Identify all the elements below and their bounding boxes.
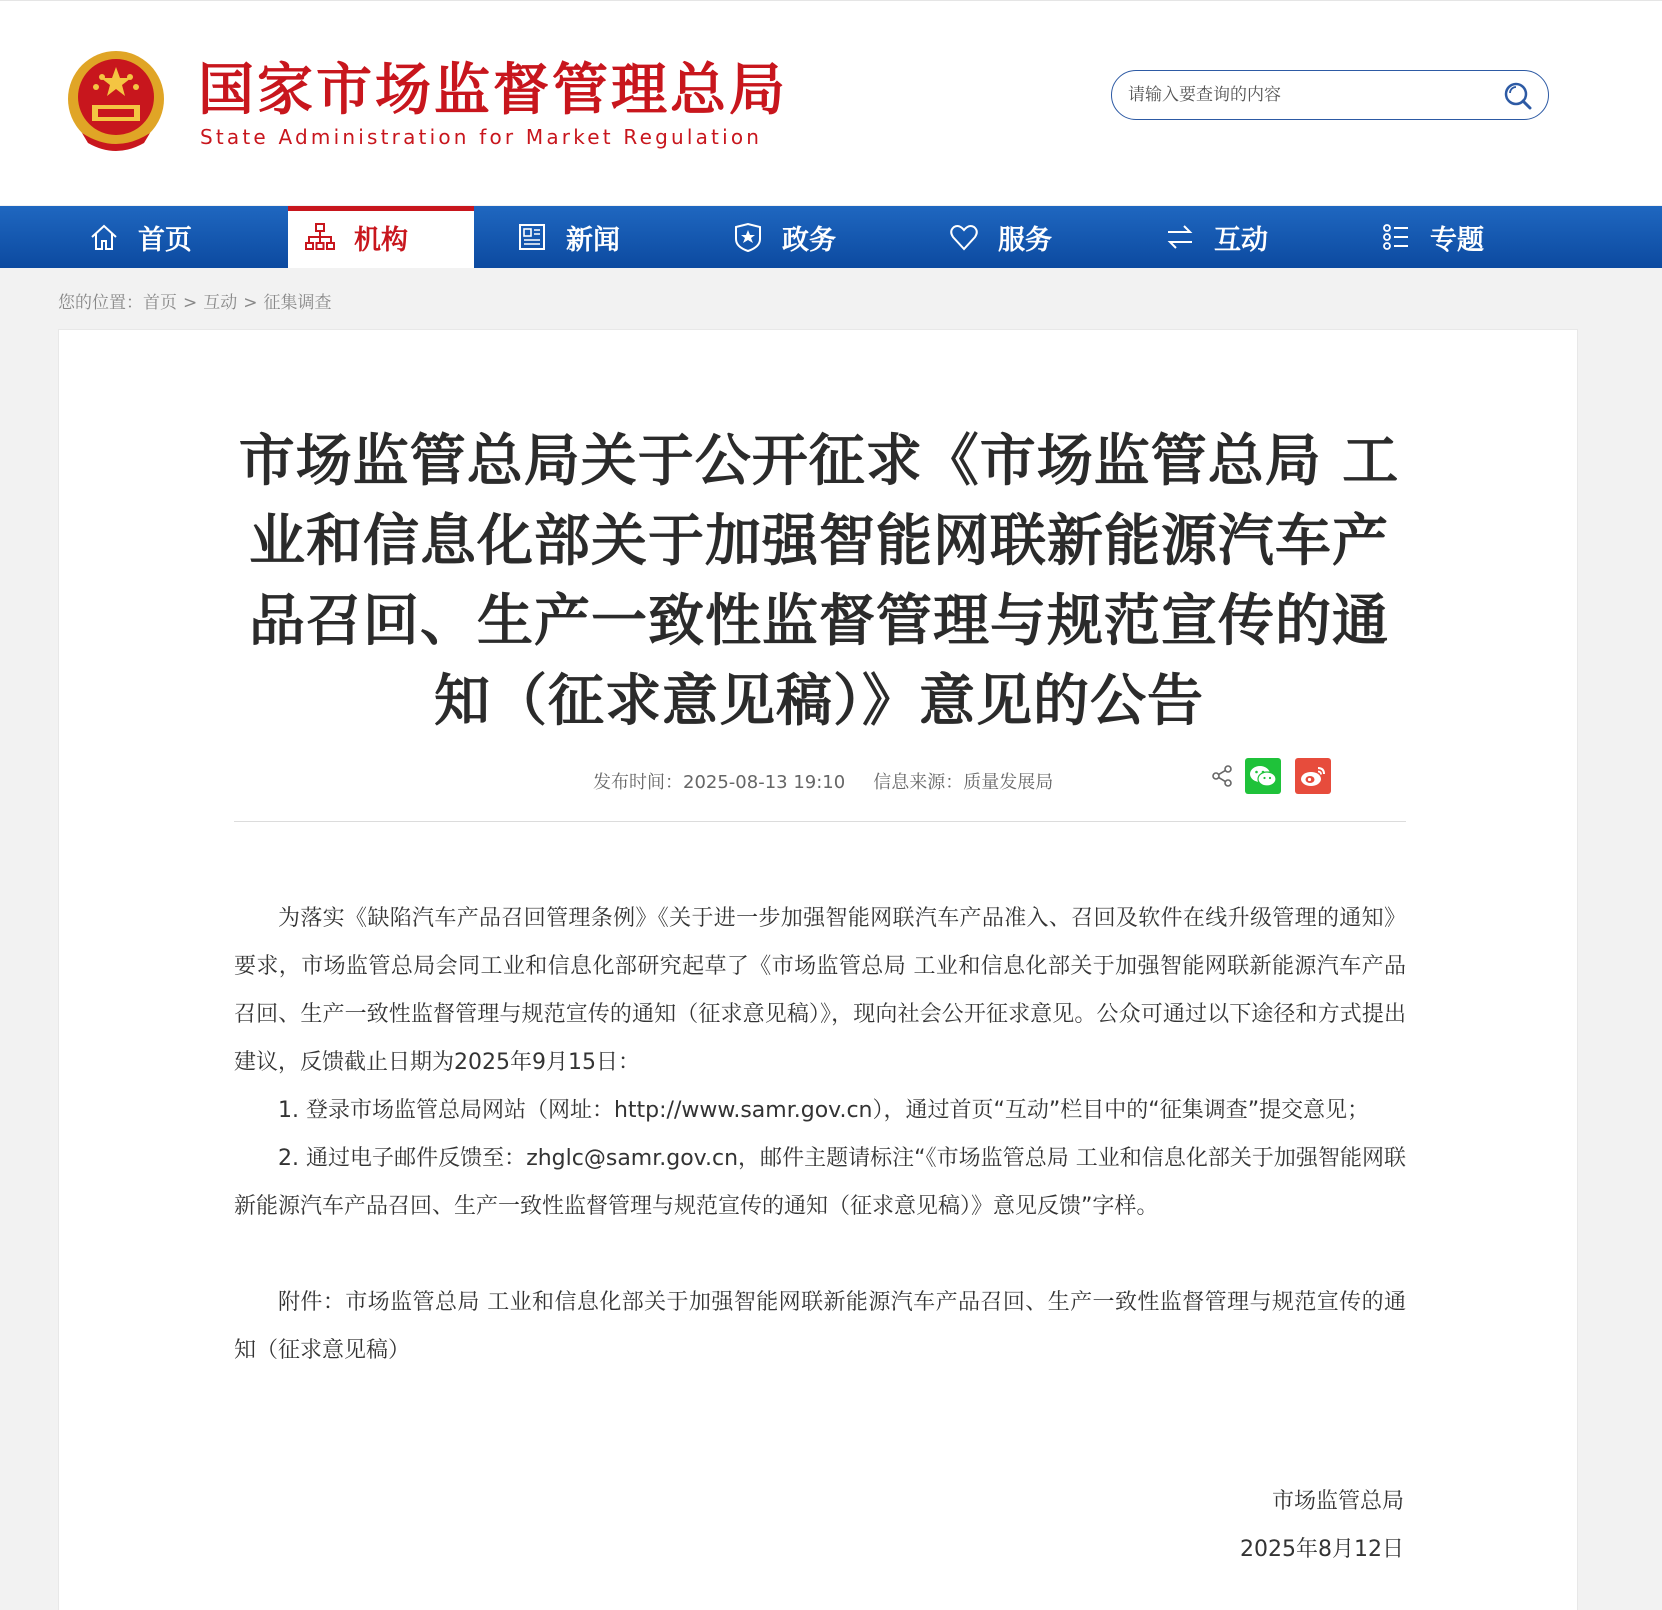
weibo-icon bbox=[1299, 764, 1327, 788]
newspaper-icon bbox=[516, 221, 548, 253]
main-nav bbox=[0, 206, 1662, 268]
article-body bbox=[234, 895, 1406, 1375]
nav-item-label: 首页 bbox=[138, 224, 192, 256]
home-icon bbox=[88, 221, 120, 253]
paragraph-method-2: 2. 通过电子邮件反馈至：zhglc@samr.gov.cn，邮件主题请标注“《市场监管总局 工业和信息化部关于加强智能网联新能源汽车产品召回、生产一致性监督管理与规范宣传的通知（征求意见稿）》意见反馈”字样。 bbox=[234, 1146, 1406, 1219]
org-chart-icon bbox=[304, 221, 336, 253]
signature-block bbox=[1240, 1478, 1404, 1574]
breadcrumb-prefix: 您的位置： bbox=[58, 293, 143, 313]
wechat-share-button[interactable] bbox=[1245, 758, 1281, 794]
breadcrumb-home[interactable]: 首页 bbox=[143, 293, 177, 313]
shield-icon bbox=[732, 221, 764, 253]
nav-item-interaction[interactable] bbox=[1164, 206, 1268, 268]
nav-item-service[interactable] bbox=[948, 206, 1052, 268]
nav-item-topics[interactable] bbox=[1380, 206, 1484, 268]
title-divider bbox=[234, 821, 1406, 822]
breadcrumb-separator: > bbox=[183, 293, 198, 313]
paragraph-intro: 为落实《缺陷汽车产品召回管理条例》《关于进一步加强智能网联汽车产品准入、召回及软件在线升级管理的通知》要求，市场监管总局会同工业和信息化部研究起草了《市场监管总局 工业和信息化部关于加强智能网联新能源汽车产品召回、生产一致性监督管理与规范宣传的通知（征求意见稿）》，现向社会公开征求意见。公众可通过以下途径和方式提出建议，反馈截止日期为2025年9月15日： bbox=[234, 906, 1406, 1075]
search-input[interactable] bbox=[1128, 81, 1488, 109]
nav-item-org[interactable] bbox=[288, 206, 474, 268]
breadcrumb-survey[interactable]: 征集调查 bbox=[263, 293, 332, 313]
nav-item-label: 互动 bbox=[1214, 224, 1268, 256]
search-box bbox=[1111, 70, 1549, 120]
nav-item-label: 专题 bbox=[1430, 224, 1484, 256]
share-icon[interactable] bbox=[1209, 763, 1235, 789]
search-icon[interactable] bbox=[1502, 80, 1534, 112]
share-bar bbox=[1209, 758, 1345, 794]
weibo-share-button[interactable] bbox=[1295, 758, 1331, 794]
nav-item-label: 机构 bbox=[354, 224, 408, 256]
nav-item-label: 新闻 bbox=[566, 224, 620, 256]
publish-time: 发布时间：2025-08-13 19:10 bbox=[593, 772, 846, 793]
article-title: 市场监管总局关于公开征求《市场监管总局 工业和信息化部关于加强智能网联新能源汽车产品召回、生产一致性监督管理与规范宣传的通知（征求意见稿）》意见的公告 bbox=[238, 429, 1400, 734]
breadcrumb bbox=[58, 288, 332, 313]
paragraph-method-1: 1. 登录市场监管总局网站（网址：http://www.samr.gov.cn），通过首页“互动”栏目中的“征集调查”提交意见； bbox=[278, 1098, 1370, 1123]
paragraph-attachment[interactable]: 附件：市场监管总局 工业和信息化部关于加强智能网联新能源汽车产品召回、生产一致性监督管理与规范宣传的通知（征求意见稿） bbox=[234, 1290, 1406, 1363]
breadcrumb-interaction[interactable]: 互动 bbox=[203, 293, 238, 313]
wechat-icon bbox=[1249, 764, 1277, 788]
article-container bbox=[58, 329, 1578, 1610]
site-logo-title[interactable]: 国家市场监督管理总局 bbox=[198, 58, 788, 123]
signature-org: 市场监管总局 bbox=[1271, 1489, 1404, 1514]
info-source: 信息来源：质量发展局 bbox=[873, 772, 1054, 793]
nav-item-label: 服务 bbox=[998, 224, 1052, 256]
heart-icon bbox=[948, 221, 980, 253]
list-icon bbox=[1380, 221, 1412, 253]
national-emblem-icon[interactable] bbox=[62, 47, 170, 157]
nav-item-news[interactable] bbox=[516, 206, 620, 268]
signature-date: 2025年8月12日 bbox=[1240, 1537, 1404, 1562]
site-header bbox=[0, 0, 1662, 205]
breadcrumb-separator: > bbox=[243, 293, 258, 313]
article-meta bbox=[593, 768, 1053, 794]
nav-item-label: 政务 bbox=[782, 224, 836, 256]
exchange-icon bbox=[1164, 221, 1196, 253]
nav-item-home[interactable] bbox=[88, 206, 192, 268]
nav-item-government[interactable] bbox=[732, 206, 836, 268]
site-logo-subtitle: State Administration for Market Regulation bbox=[200, 125, 763, 149]
